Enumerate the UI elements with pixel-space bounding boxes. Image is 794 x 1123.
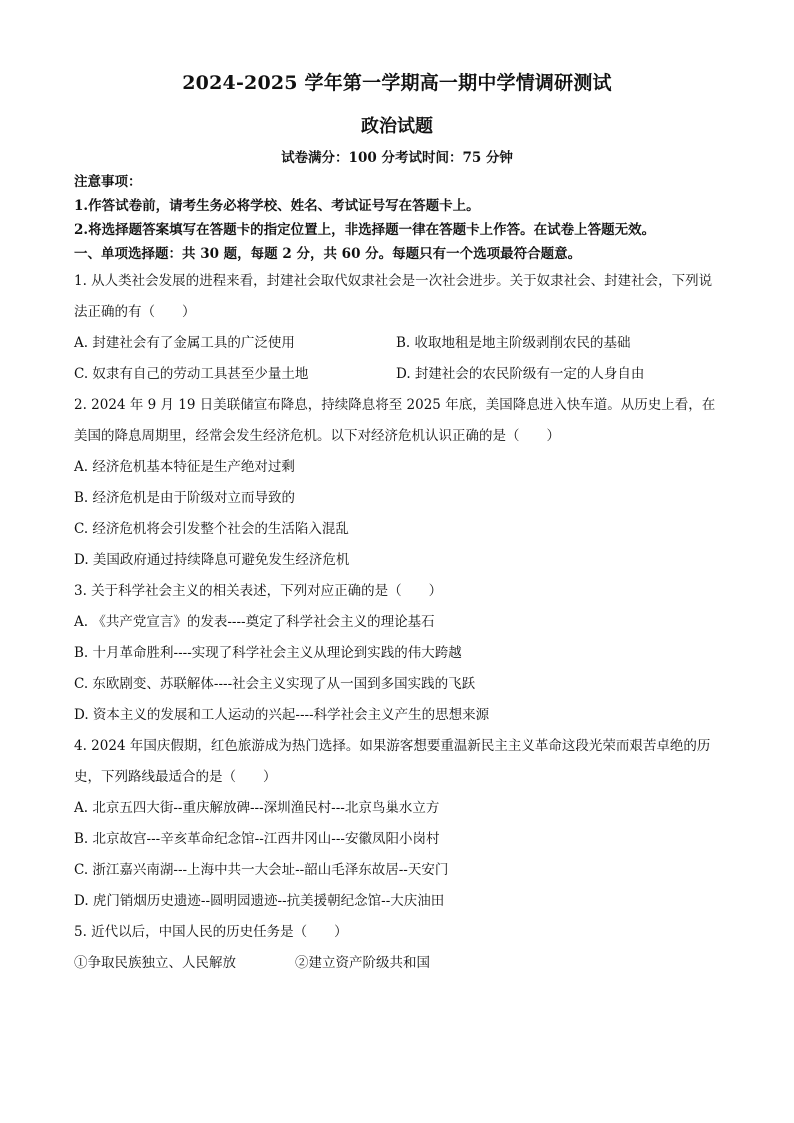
question-2-option-c: C. 经济危机将会引发整个社会的生活陷入混乱 xyxy=(74,521,349,537)
question-5-option-1: ①争取民族独立、人民解放 xyxy=(74,955,236,971)
question-5-option-2: ②建立资产阶级共和国 xyxy=(295,955,430,971)
question-2-option-a: A. 经济危机基本特征是生产绝对过剩 xyxy=(74,459,295,475)
question-1-option-d: D. 封建社会的农民阶级有一定的人身自由 xyxy=(396,366,645,382)
subject-title: 政治试题 xyxy=(361,116,433,137)
question-4-option-b: B. 北京故宫---辛亥革命纪念馆--江西井冈山---安徽凤阳小岗村 xyxy=(74,831,440,847)
question-1-option-a: A. 封建社会有了金属工具的广泛使用 xyxy=(74,335,295,351)
question-2-option-d: D. 美国政府通过持续降息可避免发生经济危机 xyxy=(74,552,350,568)
question-3-option-c: C. 东欧剧变、苏联解体----社会主义实现了从一国到多国实践的飞跃 xyxy=(74,676,476,692)
question-3-option-a: A. 《共产党宣言》的发表----奠定了科学社会主义的理论基石 xyxy=(74,614,435,630)
notice-heading: 注意事项： xyxy=(74,174,142,190)
question-3-option-d: D. 资本主义的发展和工人运动的兴起----科学社会主义产生的思想来源 xyxy=(74,707,490,723)
exam-meta: 试卷满分：100 分考试时间：75 分钟 xyxy=(281,150,513,166)
question-5-stem: 5. 近代以后，中国人民的历史任务是（ ） xyxy=(74,924,348,940)
question-1-stem: 1. 从人类社会发展的进程来看，封建社会取代奴隶社会是一次社会进步。关于奴隶社会、封建社会，下列说法正确的有（ ） xyxy=(74,273,713,320)
question-1-option-c: C. 奴隶有自己的劳动工具甚至少量土地 xyxy=(74,366,309,382)
question-2-option-b: B. 经济危机是由于阶级对立而导致的 xyxy=(74,490,296,506)
question-5-options-row-1 xyxy=(74,948,722,979)
question-4-stem: 4. 2024 年国庆假期，红色旅游成为热门选择。如果游客想要重温新民主主义革命这段光荣而艰苦卓绝的历史，下列路线最适合的是（ ） xyxy=(74,738,711,785)
question-4-option-c: C. 浙江嘉兴南湖---上海中共一大会址--韶山毛泽东故居--天安门 xyxy=(74,862,449,878)
question-3-option-b: B. 十月革命胜利----实现了科学社会主义从理论到实践的伟大跨越 xyxy=(74,645,462,661)
question-4-option-a: A. 北京五四大街--重庆解放碑---深圳渔民村---北京鸟巢水立方 xyxy=(74,800,440,816)
exam-body xyxy=(74,170,722,979)
notice-item-2: 2.将选择题答案填写在答题卡的指定位置上，非选择题一律在答题卡上作答。在试卷上答题无效。 xyxy=(74,222,656,238)
question-3-stem: 3. 关于科学社会主义的相关表述，下列对应正确的是（ ） xyxy=(74,583,443,599)
exam-title: 2024-2025 学年第一学期高一期中学情调研测试 xyxy=(182,72,612,94)
question-4-option-d: D. 虎门销烟历史遗迹--圆明园遗迹--抗美援朝纪念馆--大庆油田 xyxy=(74,893,445,909)
notice-item-1: 1.作答试卷前，请考生务必将学校、姓名、考试证号写在答题卡上。 xyxy=(74,198,480,214)
question-2-stem: 2. 2024 年 9 月 19 日美联储宣布降息，持续降息将至 2025 年底，美国降息进入快车道。从历史上看，在美国的降息周期里，经常会发生经济危机。以下对经济危机认识正确的是（ ） xyxy=(74,397,716,444)
question-1-option-b: B. 收取地租是地主阶级剥削农民的基础 xyxy=(396,335,631,351)
question-1-options-row-1 xyxy=(74,328,722,359)
question-1-options-row-2 xyxy=(74,359,722,390)
section-heading: 一、单项选择题：共 30 题，每题 2 分，共 60 分。每题只有一个选项最符合题意。 xyxy=(74,246,582,262)
